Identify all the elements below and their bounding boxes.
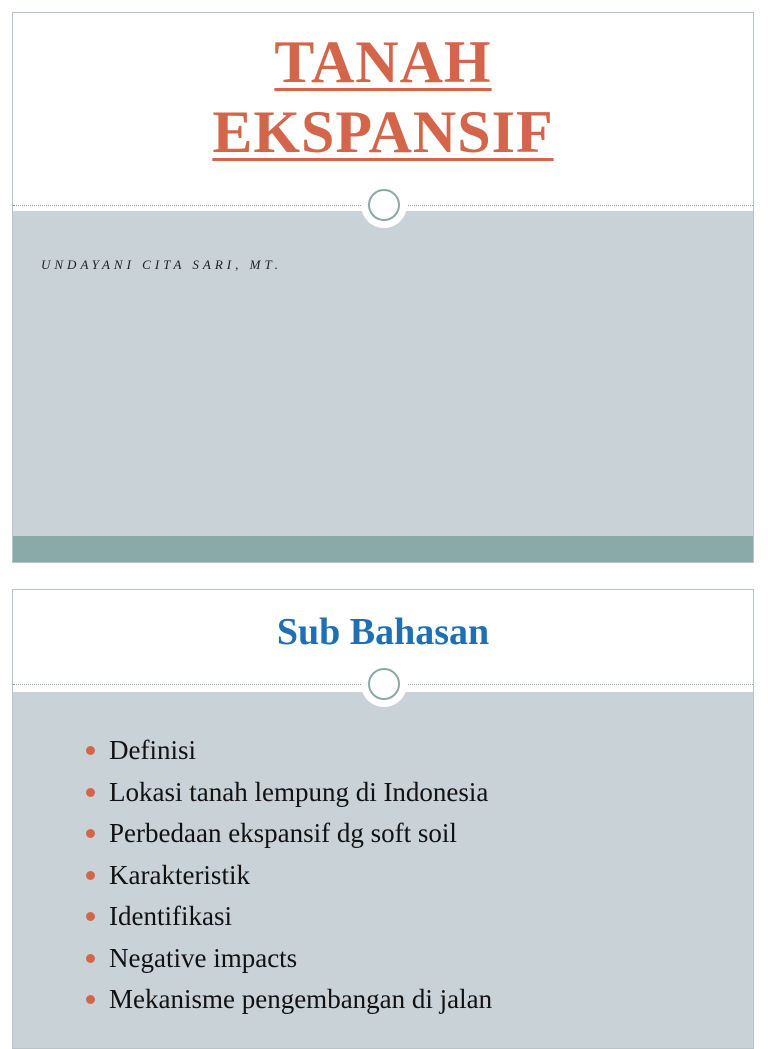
body-band bbox=[13, 692, 753, 1048]
list-item: Perbedaan ekspansif dg soft soil bbox=[83, 813, 492, 855]
bullet-list bbox=[83, 730, 492, 1021]
list-item: Definisi bbox=[83, 730, 492, 772]
author-subtitle: UNDAYANI CITA SARI, MT. bbox=[41, 257, 282, 272]
list-item: Karakteristik bbox=[83, 855, 492, 897]
slide-title: Sub Bahasan bbox=[276, 611, 490, 653]
slide-title bbox=[13, 27, 753, 167]
title-slide bbox=[12, 12, 754, 563]
circle-ornament-icon bbox=[361, 661, 407, 707]
circle-ornament-icon bbox=[361, 182, 407, 228]
list-item: Lokasi tanah lempung di Indonesia bbox=[83, 772, 492, 814]
title-line-2: EKSPANSIF bbox=[212, 99, 554, 165]
list-item: Negative impacts bbox=[83, 938, 492, 980]
content-slide bbox=[12, 589, 754, 1049]
list-item: Identifikasi bbox=[83, 896, 492, 938]
title-band bbox=[13, 13, 753, 205]
body-band bbox=[13, 211, 753, 536]
list-item: Mekanisme pengembangan di jalan bbox=[83, 979, 492, 1021]
footer-band bbox=[13, 536, 753, 562]
title-line-1: TANAH bbox=[274, 29, 492, 95]
